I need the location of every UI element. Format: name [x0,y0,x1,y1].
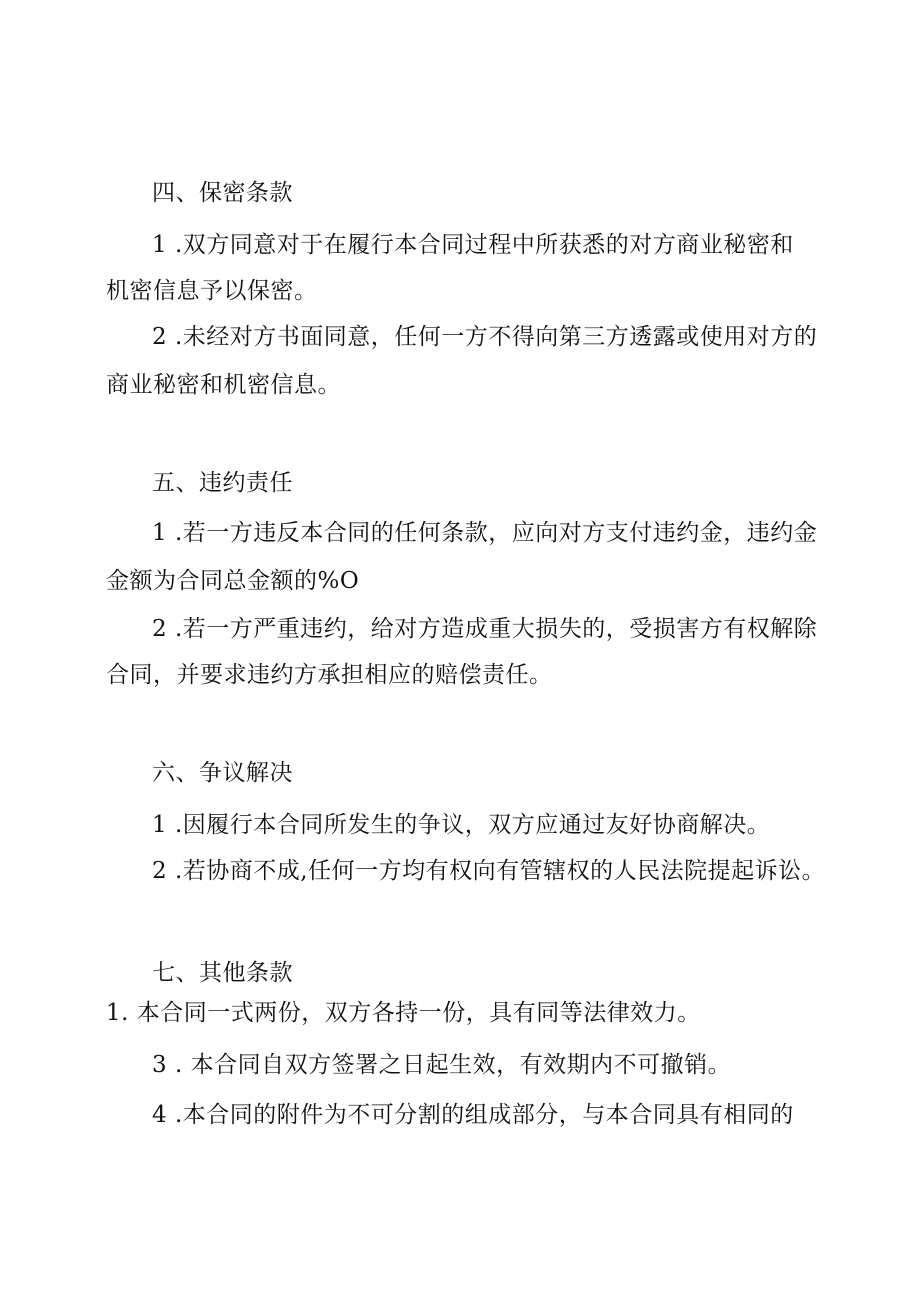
clause-line: 2 .若一方严重违约，给对方造成重大损失的，受损害方有权解除 [152,616,818,642]
clause-line: 4 .本合同的附件为不可分割的组成部分，与本合同具有相同的 [152,1102,794,1128]
section-heading: 六、争议解决 [152,760,293,786]
section-heading: 七、其他条款 [152,960,293,986]
clause-line: 1 .因履行本合同所发生的争议，双方应通过友好协商解决。 [152,812,771,838]
clause-continuation: 机密信息予以保密。 [106,278,318,304]
clause-line: 1 .若一方违反本合同的任何条款，应向对方支付违约金，违约金 [152,520,818,546]
clause-continuation: 合同，并要求违约方承担相应的赔偿责任。 [106,662,553,688]
clause-line: 1. 本合同一式两份，双方各持一份，具有同等法律效力。 [106,1000,701,1026]
clause-continuation: 商业秘密和机密信息。 [106,372,341,398]
clause-line: 2 .若协商不成,任何一方均有权向有管辖权的人民法院提起诉讼。 [152,858,826,884]
section-heading: 四、保密条款 [152,180,293,206]
clause-line: 1 .双方同意对于在履行本合同过程中所获悉的对方商业秘密和 [152,232,794,258]
section-heading: 五、违约责任 [152,470,293,496]
clause-line: 3 . 本合同自双方签署之日起生效，有效期内不可撤销。 [152,1052,732,1078]
clause-line: 2 .未经对方书面同意，任何一方不得向第三方透露或使用对方的 [152,324,818,350]
clause-continuation: 金额为合同总金额的%O [106,568,360,594]
